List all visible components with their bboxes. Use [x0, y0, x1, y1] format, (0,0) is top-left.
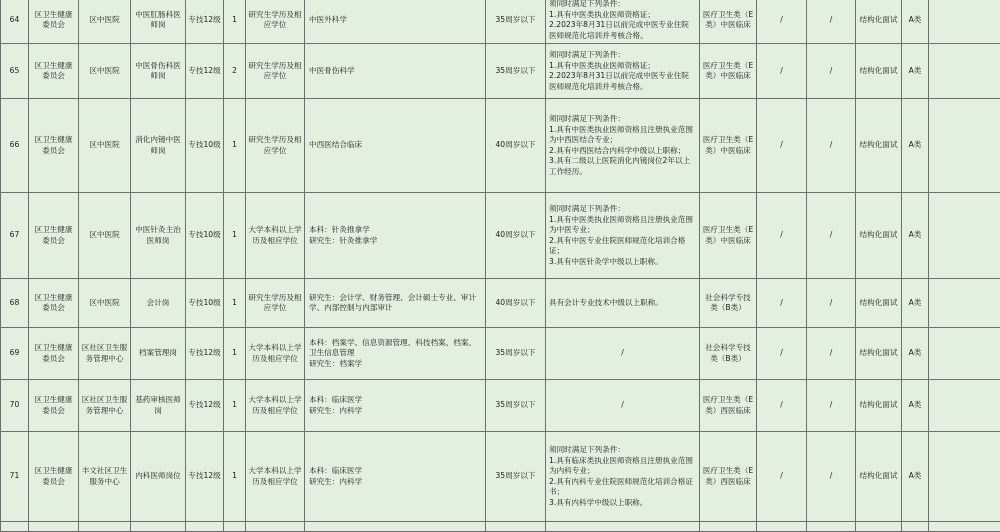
- row-number: 70: [1, 380, 29, 432]
- empty-cell: [486, 522, 546, 532]
- empty-cell: [929, 328, 1000, 380]
- empty-cell: [1, 522, 29, 532]
- grade-cell: A类: [902, 380, 929, 432]
- education-cell: 大学本科以上学历及相应学位: [246, 380, 305, 432]
- age-cell: 35周岁以下: [486, 44, 546, 99]
- age-cell: 40周岁以下: [486, 99, 546, 193]
- count-cell: 2: [224, 44, 246, 99]
- major-cell: [305, 380, 486, 432]
- major-line: 研究生：内科学: [309, 406, 483, 417]
- age-cell: 35周岁以下: [486, 432, 546, 522]
- unit-cell: 区中医院: [79, 279, 131, 328]
- interview-type-cell: 结构化面试: [856, 328, 902, 380]
- level-cell: 专技12级: [186, 44, 224, 99]
- extra-cell-2: /: [807, 0, 856, 44]
- unit-cell: 区中医院: [79, 44, 131, 99]
- row-number: 65: [1, 44, 29, 99]
- education-cell: 研究生学历及相应学位: [246, 279, 305, 328]
- exam-category-cell: 医疗卫生类（E类）中医临床: [700, 193, 757, 279]
- grade-cell: A类: [902, 432, 929, 522]
- row-number: 64: [1, 0, 29, 44]
- empty-cell: [186, 522, 224, 532]
- unit-cell: 丰文社区卫生服务中心: [79, 432, 131, 522]
- requirement-line: 须同时满足下列条件：: [549, 0, 696, 10]
- grade-cell: A类: [902, 44, 929, 99]
- exam-category-cell: 医疗卫生类（E类）西医临床: [700, 380, 757, 432]
- empty-cell: [929, 279, 1000, 328]
- requirements-cell: [546, 193, 700, 279]
- table-row: [1, 522, 1000, 532]
- empty-cell: [305, 522, 486, 532]
- row-number: 69: [1, 328, 29, 380]
- department-cell: 区卫生健康委员会: [29, 380, 79, 432]
- requirement-line: 2.2023年8月31日以前完成中医专业住院医师规范化培训并考核合格。: [549, 71, 696, 92]
- table-body: [1, 0, 1000, 532]
- requirement-line: 1.具有中医类执业医师资格证；: [549, 10, 696, 21]
- age-cell: 35周岁以下: [486, 0, 546, 44]
- interview-type-cell: 结构化面试: [856, 432, 902, 522]
- major-cell: [305, 99, 486, 193]
- education-cell: 大学本科以上学历及相应学位: [246, 432, 305, 522]
- requirement-line: 1.具有中医类执业医师资格证；: [549, 61, 696, 72]
- extra-cell-1: /: [757, 99, 807, 193]
- department-cell: 区卫生健康委员会: [29, 432, 79, 522]
- empty-cell: [902, 522, 929, 532]
- empty-cell: [929, 522, 1000, 532]
- requirement-line: 具有会计专业技术中级以上职称。: [549, 298, 696, 309]
- extra-cell-1: /: [757, 279, 807, 328]
- level-cell: 专技12级: [186, 328, 224, 380]
- requirement-line: 1.具有临床类执业医师资格且注册执业范围为内科专业；: [549, 456, 696, 477]
- requirement-line: 1.具有中医类执业医师资格且注册执业范围为中西医结合专业；: [549, 125, 696, 146]
- education-cell: 研究生学历及相应学位: [246, 0, 305, 44]
- level-cell: 专技12级: [186, 432, 224, 522]
- requirements-cell: [546, 328, 700, 380]
- count-cell: 1: [224, 380, 246, 432]
- empty-cell: [29, 522, 79, 532]
- requirement-line: /: [548, 400, 697, 411]
- major-line: 中医外科学: [309, 15, 483, 26]
- empty-cell: [546, 522, 700, 532]
- major-line: 本科：临床医学: [309, 466, 483, 477]
- age-cell: 35周岁以下: [486, 328, 546, 380]
- department-cell: 区卫生健康委员会: [29, 0, 79, 44]
- requirement-line: 须同时满足下列条件：: [549, 445, 696, 456]
- empty-cell: [929, 99, 1000, 193]
- position-cell: 消化内镜中医师岗: [131, 99, 186, 193]
- empty-cell: [856, 522, 902, 532]
- level-cell: 专技10级: [186, 99, 224, 193]
- count-cell: 1: [224, 279, 246, 328]
- count-cell: 1: [224, 432, 246, 522]
- position-cell: 中医骨伤科医师岗: [131, 44, 186, 99]
- extra-cell-1: /: [757, 0, 807, 44]
- interview-type-cell: 结构化面试: [856, 0, 902, 44]
- department-cell: 区卫生健康委员会: [29, 193, 79, 279]
- requirement-line: 须同时满足下列条件：: [549, 204, 696, 215]
- exam-category-cell: 社会科学专技类（B类）: [700, 279, 757, 328]
- interview-type-cell: 结构化面试: [856, 193, 902, 279]
- extra-cell-1: /: [757, 44, 807, 99]
- department-cell: 区卫生健康委员会: [29, 328, 79, 380]
- table-row: [1, 99, 1000, 193]
- grade-cell: A类: [902, 99, 929, 193]
- grade-cell: A类: [902, 279, 929, 328]
- grade-cell: A类: [902, 0, 929, 44]
- requirement-line: 2.具有中医专业住院医师规范化培训合格证；: [549, 236, 696, 257]
- extra-cell-2: /: [807, 99, 856, 193]
- row-number: 67: [1, 193, 29, 279]
- grade-cell: A类: [902, 328, 929, 380]
- extra-cell-1: /: [757, 432, 807, 522]
- table-row: [1, 0, 1000, 44]
- requirements-cell: [546, 279, 700, 328]
- extra-cell-1: /: [757, 380, 807, 432]
- table-row: [1, 193, 1000, 279]
- table-row: [1, 328, 1000, 380]
- empty-cell: [131, 522, 186, 532]
- table-row: [1, 279, 1000, 328]
- requirements-cell: [546, 99, 700, 193]
- empty-cell: [700, 522, 757, 532]
- requirements-cell: [546, 44, 700, 99]
- exam-category-cell: 社会科学专技类（B类）: [700, 328, 757, 380]
- requirements-cell: [546, 0, 700, 44]
- row-number: 66: [1, 99, 29, 193]
- requirement-line: 须同时满足下列条件：: [549, 114, 696, 125]
- exam-category-cell: 医疗卫生类（E类）中医临床: [700, 99, 757, 193]
- table-row: [1, 44, 1000, 99]
- department-cell: 区卫生健康委员会: [29, 44, 79, 99]
- age-cell: 40周岁以下: [486, 279, 546, 328]
- empty-cell: [79, 522, 131, 532]
- count-cell: 1: [224, 328, 246, 380]
- major-line: 中西医结合临床: [309, 140, 483, 151]
- empty-cell: [224, 522, 246, 532]
- interview-type-cell: 结构化面试: [856, 279, 902, 328]
- position-cell: 基药审核医师岗: [131, 380, 186, 432]
- major-line: 中医骨伤科学: [309, 66, 483, 77]
- department-cell: 区卫生健康委员会: [29, 279, 79, 328]
- empty-cell: [929, 380, 1000, 432]
- level-cell: 专技10级: [186, 193, 224, 279]
- requirement-line: 1.具有中医类执业医师资格且注册执业范围为中医专业；: [549, 215, 696, 236]
- table-row: [1, 380, 1000, 432]
- education-cell: 研究生学历及相应学位: [246, 99, 305, 193]
- education-cell: 大学本科以上学历及相应学位: [246, 193, 305, 279]
- unit-cell: 区社区卫生服务管理中心: [79, 380, 131, 432]
- major-cell: [305, 279, 486, 328]
- requirement-line: 3.具有中医针灸学中级以上职称。: [549, 257, 696, 268]
- major-cell: [305, 328, 486, 380]
- row-number: 71: [1, 432, 29, 522]
- extra-cell-2: /: [807, 44, 856, 99]
- requirements-cell: [546, 380, 700, 432]
- requirements-cell: [546, 432, 700, 522]
- exam-category-cell: 医疗卫生类（E类）西医临床: [700, 432, 757, 522]
- major-line: 本科：档案学、信息资源管理、科技档案、档案、卫生信息管理: [309, 338, 483, 359]
- interview-type-cell: 结构化面试: [856, 380, 902, 432]
- interview-type-cell: 结构化面试: [856, 44, 902, 99]
- count-cell: 1: [224, 193, 246, 279]
- empty-cell: [929, 44, 1000, 99]
- unit-cell: 区中医院: [79, 0, 131, 44]
- requirement-line: 2.2023年8月31日以前完成中医专业住院医师规范化培训并考核合格。: [549, 20, 696, 41]
- unit-cell: 区中医院: [79, 193, 131, 279]
- requirement-line: 3.具有内科学中级以上职称。: [549, 498, 696, 509]
- major-cell: [305, 432, 486, 522]
- major-line: 研究生：会计学、财务管理、会计硕士专业、审计学、内部控制与内部审计: [309, 293, 483, 314]
- requirement-line: 3.具有二级以上医院消化内镜岗位2年以上工作经历。: [549, 156, 696, 177]
- extra-cell-1: /: [757, 328, 807, 380]
- requirement-line: 2.具有内科专业住院医师规范化培训合格证书；: [549, 477, 696, 498]
- extra-cell-1: /: [757, 193, 807, 279]
- requirement-line: 2.具有中西医结合内科学中级以上职称；: [549, 146, 696, 157]
- empty-cell: [929, 0, 1000, 44]
- exam-category-cell: 医疗卫生类（E类）中医临床: [700, 44, 757, 99]
- major-line: 本科：针灸推拿学: [309, 225, 483, 236]
- position-cell: 会计岗: [131, 279, 186, 328]
- interview-type-cell: 结构化面试: [856, 99, 902, 193]
- major-line: 本科：临床医学: [309, 395, 483, 406]
- major-cell: [305, 44, 486, 99]
- count-cell: 1: [224, 0, 246, 44]
- grade-cell: A类: [902, 193, 929, 279]
- unit-cell: 区中医院: [79, 99, 131, 193]
- age-cell: 35周岁以下: [486, 380, 546, 432]
- major-line: 研究生：针灸推拿学: [309, 236, 483, 247]
- age-cell: 40周岁以下: [486, 193, 546, 279]
- education-cell: 大学本科以上学历及相应学位: [246, 328, 305, 380]
- extra-cell-2: /: [807, 193, 856, 279]
- requirement-line: 须同时满足下列条件：: [549, 50, 696, 61]
- position-cell: 中医针灸主治医师岗: [131, 193, 186, 279]
- position-cell: 中医肛肠科医师岗: [131, 0, 186, 44]
- position-cell: 内科医师岗位: [131, 432, 186, 522]
- education-cell: 研究生学历及相应学位: [246, 44, 305, 99]
- major-cell: [305, 0, 486, 44]
- empty-cell: [246, 522, 305, 532]
- level-cell: 专技12级: [186, 0, 224, 44]
- major-line: 研究生：档案学: [309, 359, 483, 370]
- empty-cell: [929, 432, 1000, 522]
- count-cell: 1: [224, 99, 246, 193]
- position-cell: 档案管理岗: [131, 328, 186, 380]
- table-row: [1, 432, 1000, 522]
- requirement-line: /: [548, 348, 697, 359]
- level-cell: 专技12级: [186, 380, 224, 432]
- level-cell: 专技10级: [186, 279, 224, 328]
- extra-cell-2: /: [807, 380, 856, 432]
- department-cell: 区卫生健康委员会: [29, 99, 79, 193]
- extra-cell-2: /: [807, 279, 856, 328]
- empty-cell: [757, 522, 807, 532]
- extra-cell-2: /: [807, 328, 856, 380]
- row-number: 68: [1, 279, 29, 328]
- major-cell: [305, 193, 486, 279]
- unit-cell: 区社区卫生服务管理中心: [79, 328, 131, 380]
- exam-category-cell: 医疗卫生类（E类）中医临床: [700, 0, 757, 44]
- empty-cell: [929, 193, 1000, 279]
- major-line: 研究生：内科学: [309, 477, 483, 488]
- extra-cell-2: /: [807, 432, 856, 522]
- empty-cell: [807, 522, 856, 532]
